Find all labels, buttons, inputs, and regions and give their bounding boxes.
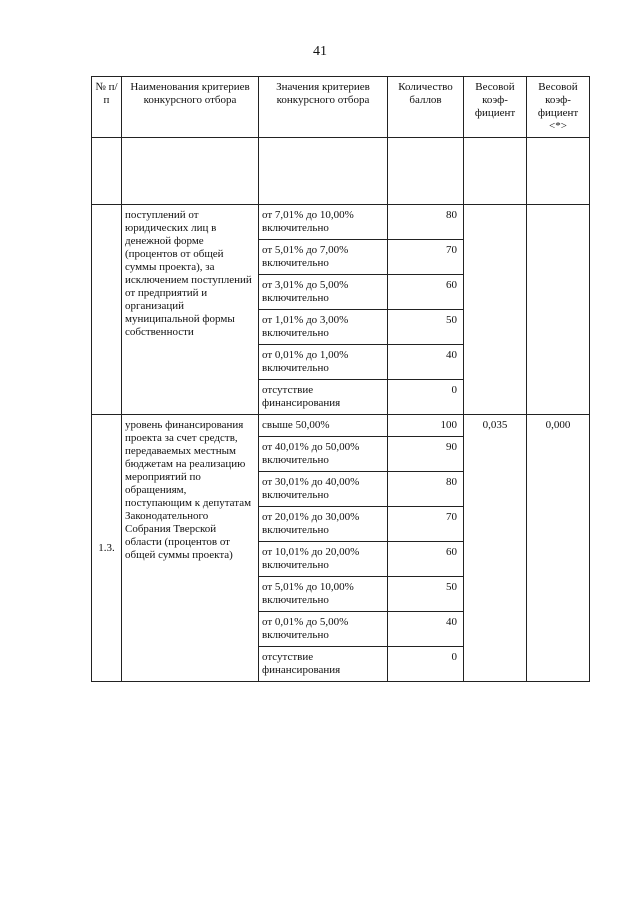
section-a-name: поступлений от юридических лиц в денежной форме (процентов от общей суммы проекта), за исключением поступлений от предприятий и организаций муниципальной формы собственности	[122, 205, 259, 415]
value-cell: от 0,01% до 1,00% включительно	[259, 345, 388, 380]
value-cell: отсутствие финансирования	[259, 380, 388, 415]
value-cell: от 5,01% до 7,00% включительно	[259, 240, 388, 275]
section-a-num	[92, 205, 122, 415]
value-cell: от 5,01% до 10,00% включительно	[259, 577, 388, 612]
score-cell: 60	[388, 542, 464, 577]
spacer-cell	[259, 138, 388, 205]
score-cell: 50	[388, 577, 464, 612]
value-cell: от 40,01% до 50,00% включительно	[259, 437, 388, 472]
section-b-name: уровень финансирования проекта за счет средств, передаваемых местным бюджетам на реализацию мероприятий по обращениям, поступающим к депутатам Законодательного Собрания Тверской области (процентов от общей суммы проекта)	[122, 415, 259, 682]
criteria-table	[91, 76, 590, 682]
value-cell: от 3,01% до 5,00% включительно	[259, 275, 388, 310]
spacer-cell	[92, 138, 122, 205]
section-a-weight-star	[527, 205, 590, 415]
value-cell: отсутствие финансирования	[259, 647, 388, 682]
table-row	[92, 205, 590, 240]
spacer-cell	[464, 138, 527, 205]
section-b-weight-star: 0,000	[527, 415, 590, 682]
section-a-weight	[464, 205, 527, 415]
header-weight: Весовой коэф-фициент	[464, 77, 527, 138]
value-cell: от 10,01% до 20,00% включительно	[259, 542, 388, 577]
score-cell: 60	[388, 275, 464, 310]
spacer-cell	[388, 138, 464, 205]
value-cell: свыше 50,00%	[259, 415, 388, 437]
header-num: № п/п	[92, 77, 122, 138]
score-cell: 80	[388, 472, 464, 507]
score-cell: 50	[388, 310, 464, 345]
spacer-cell	[527, 138, 590, 205]
table-row	[92, 415, 590, 437]
page-number: 41	[313, 44, 327, 59]
header-score: Количество баллов	[388, 77, 464, 138]
header-weight-star: Весовой коэф-фициент <*>	[527, 77, 590, 138]
value-cell: от 30,01% до 40,00% включительно	[259, 472, 388, 507]
score-cell: 100	[388, 415, 464, 437]
score-cell: 40	[388, 612, 464, 647]
score-cell: 0	[388, 647, 464, 682]
header-values: Значения критериев конкурсного отбора	[259, 77, 388, 138]
value-cell: от 7,01% до 10,00% включительно	[259, 205, 388, 240]
value-cell: от 1,01% до 3,00% включительно	[259, 310, 388, 345]
score-cell: 70	[388, 507, 464, 542]
score-cell: 0	[388, 380, 464, 415]
spacer-row	[92, 138, 590, 205]
score-cell: 70	[388, 240, 464, 275]
score-cell: 90	[388, 437, 464, 472]
table-header-row	[92, 77, 590, 138]
value-cell: от 0,01% до 5,00% включительно	[259, 612, 388, 647]
value-cell: от 20,01% до 30,00% включительно	[259, 507, 388, 542]
score-cell: 40	[388, 345, 464, 380]
header-name: Наименования критериев конкурсного отбора	[122, 77, 259, 138]
spacer-cell	[122, 138, 259, 205]
score-cell: 80	[388, 205, 464, 240]
section-b-weight: 0,035	[464, 415, 527, 682]
section-b-num: 1.3.	[92, 415, 122, 682]
